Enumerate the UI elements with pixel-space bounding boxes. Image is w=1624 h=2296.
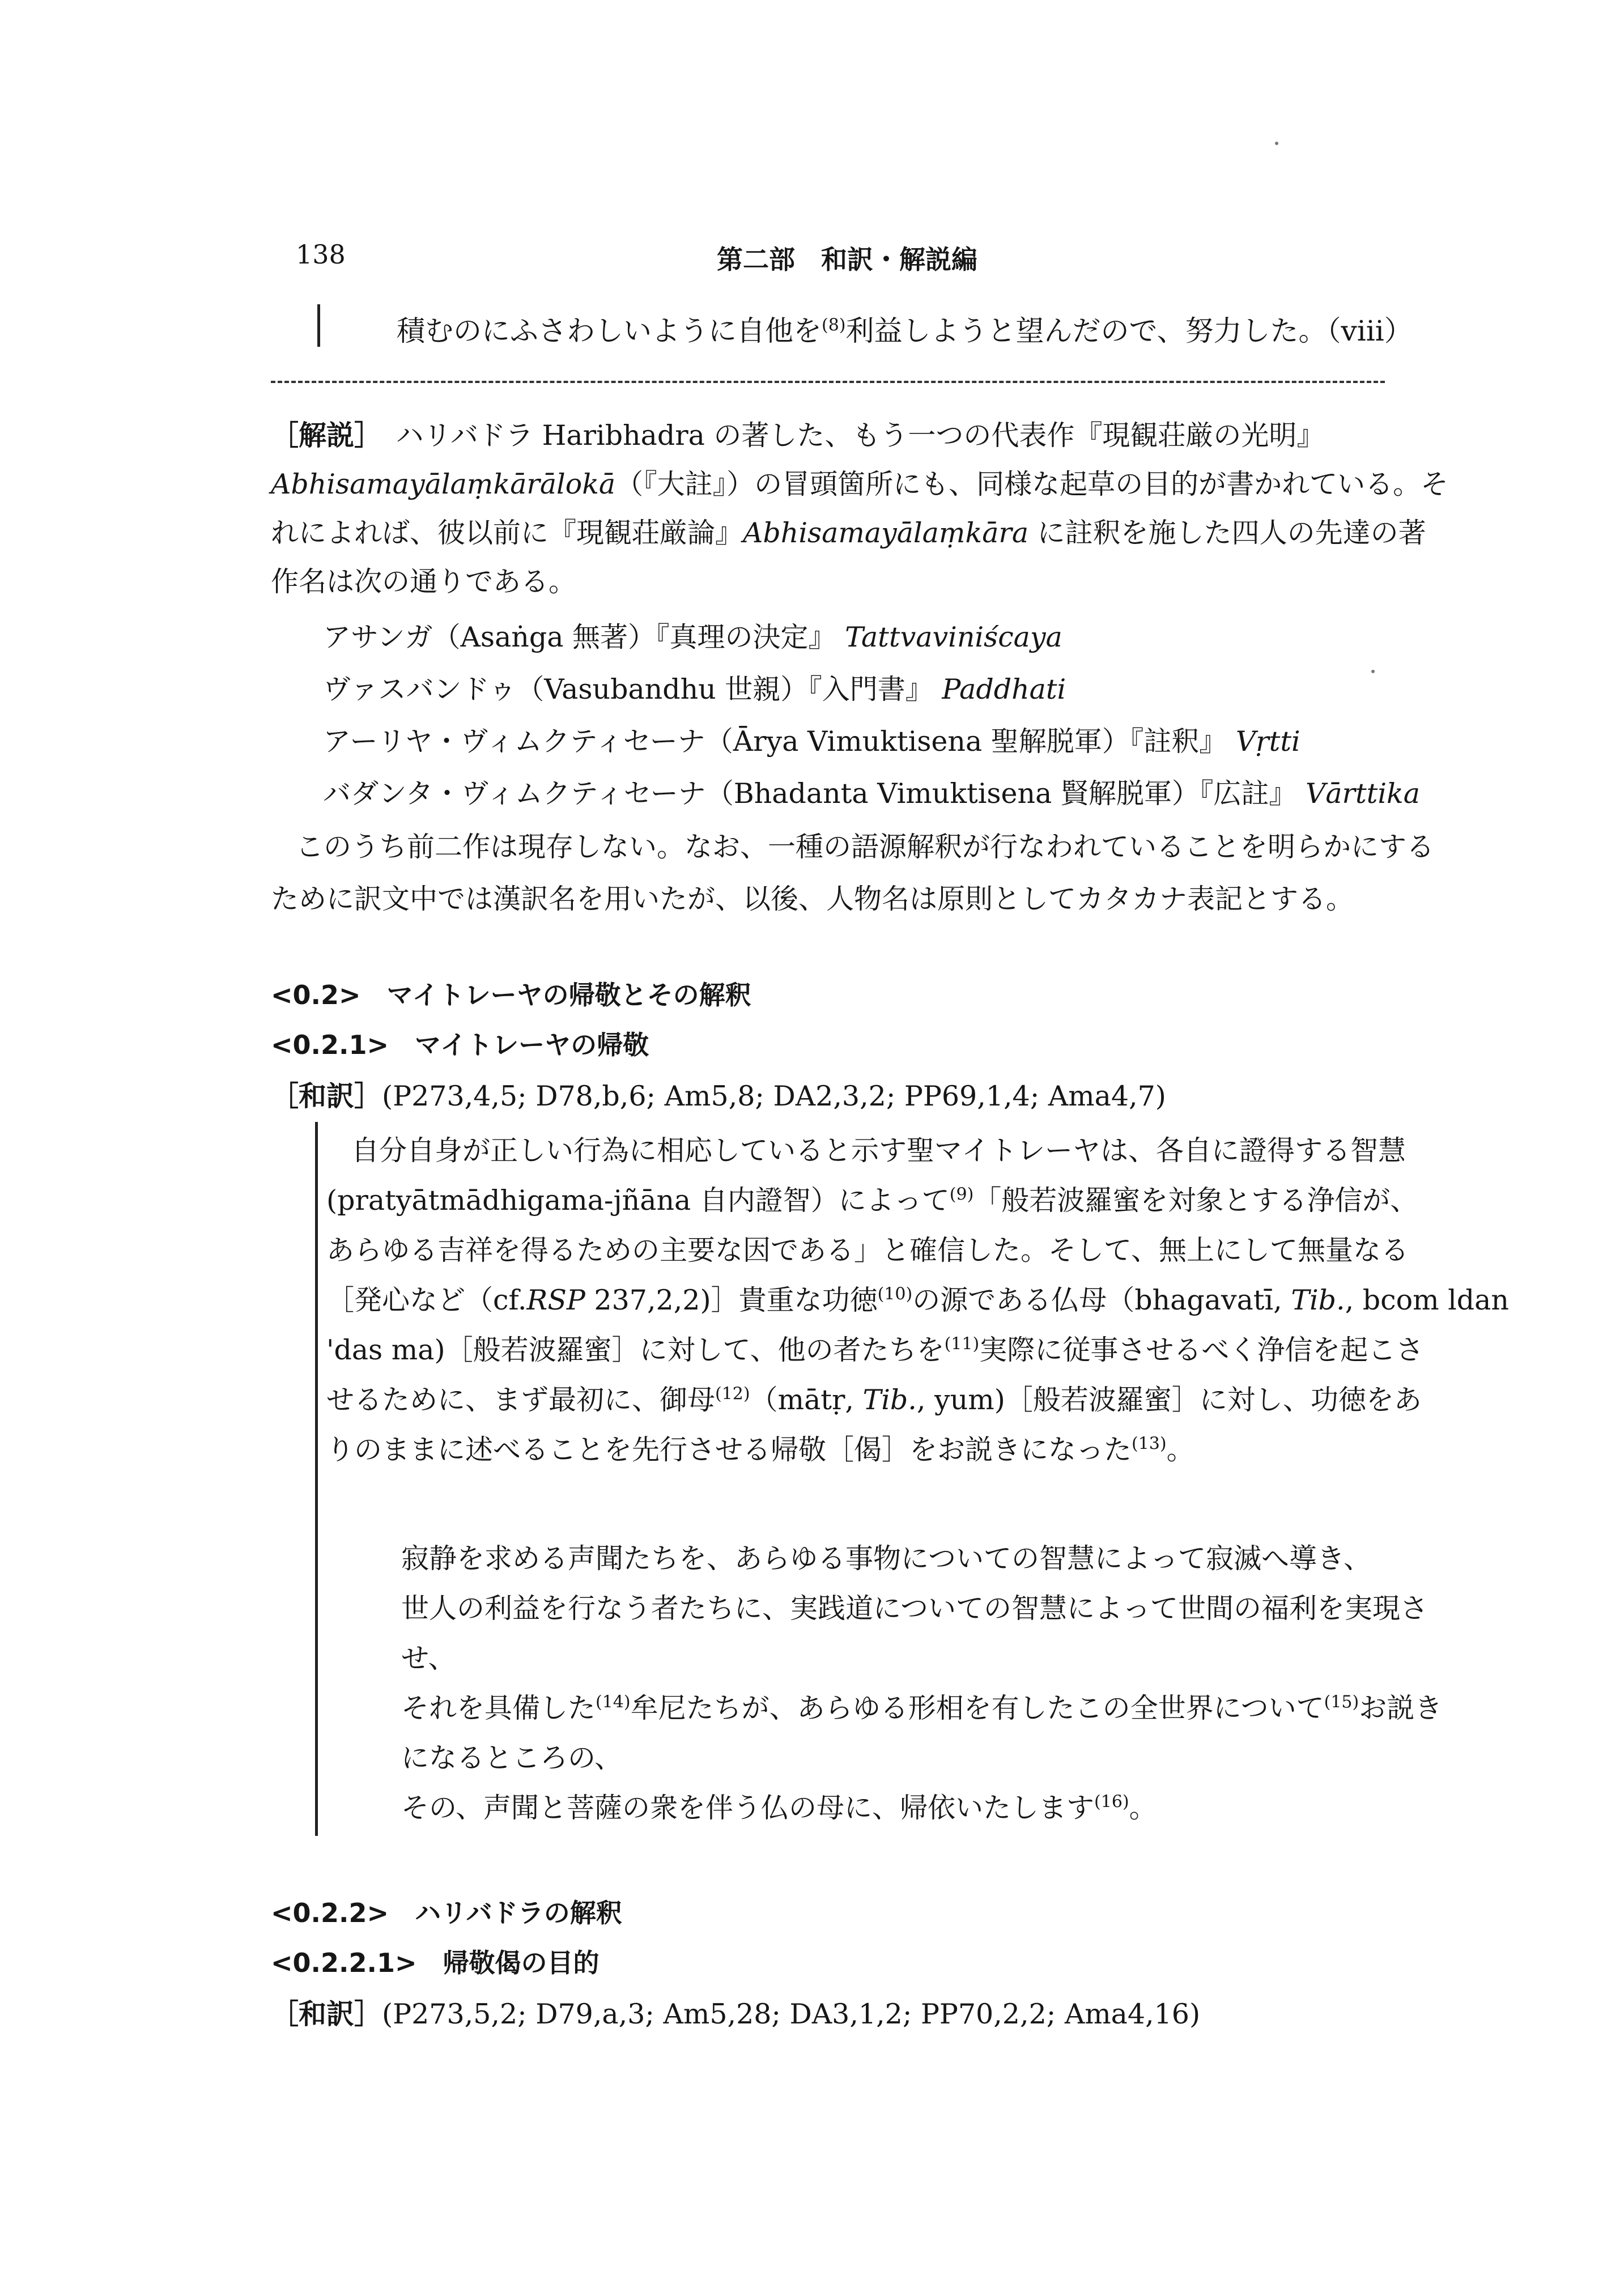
entry-bhadanta-vimuktisena: バダンタ・ヴィムクティセーナ（Bhadanta Vimuktisena 賢解脱軍）『広註』 Vārttika [323, 777, 1420, 810]
commentary-closing-2: ために訳文中では漢訳名を用いたが、以後、人物名は原則としてカタカナ表記とする。 [271, 883, 1354, 915]
page-number: 138 [296, 239, 346, 270]
verse-line-6: その、声聞と菩薩の衆を伴う仏の母に、帰依いたします$^{(16)}$。 [401, 1792, 1157, 1824]
running-head: 第二部 和訳・解説編 [717, 244, 977, 275]
scan-speck [1371, 670, 1375, 673]
translation-label-2: ［和訳］ [271, 1998, 382, 2030]
commentary-label: ［解説］ [271, 419, 368, 452]
translation-refs-1: ［和訳］(P273,4,5; D78,b,6; Am5,8; DA2,3,2; PP69,1,4; Ama4,7) [271, 1080, 1166, 1112]
commentary-closing-1: このうち前二作は現存しない。なお、一種の語源解釈が行なわれていることを明らかにする [296, 831, 1435, 863]
dashed-divider [271, 381, 1385, 383]
entry-asanga: アサンガ（Asaṅga 無著）『真理の決定』 Tattvaviniścaya [323, 621, 1062, 653]
translation-line-3: あらゆる吉祥を得るための主要な因である」と確信した。そして、無上にして無量なる [326, 1234, 1409, 1266]
entry-arya-vimuktisena: アーリヤ・ヴィムクティセーナ（Ārya Vimuktisena 聖解脱軍）『註釈』 Vṛtti [323, 725, 1300, 758]
section-heading-0-2-1: <0.2.1> マイトレーヤの帰敬 [271, 1030, 649, 1060]
translation-line-4: ［発心など（cf.RSP 237,2,2)］貴重な功徳$^{(10)}$の源である仏母（bhagavatī, Tib., bcom ldan [326, 1284, 1509, 1316]
continuation-bar [317, 304, 320, 347]
translation-refs-2: ［和訳］(P273,5,2; D79,a,3; Am5,28; DA3,1,2; PP70,2,2; Ama4,16) [271, 1998, 1201, 2030]
verse-line-4: それを具備した$^{(14)}$牟尼たちが、あらゆる形相を有したこの全世界について$^{(15)}$お説き [401, 1692, 1443, 1724]
translation-line-2: (pratyātmādhigama-jñāna 自内證智）によって$^{(9)}$「般若波羅蜜を対象とする浄信が、 [326, 1184, 1418, 1217]
continuation-text: 積むのにふさわしいように自他を$^{(8)}$利益しようと望んだので、努力した。（ⅷ） [397, 314, 1413, 347]
translation-line-5: 'das ma)［般若波羅蜜］に対して、他の者たちを$^{(11)}$実際に従事させるべく浄信を起こさ [326, 1334, 1424, 1366]
translation-line-7: りのままに述べることを先行させる帰敬［偈］をお説きになった$^{(13)}$。 [326, 1434, 1194, 1466]
translation-label: ［和訳］ [271, 1080, 382, 1112]
section-heading-0-2: <0.2> マイトレーヤの帰敬とその解釈 [271, 980, 751, 1010]
section-heading-0-2-2-1: <0.2.2.1> 帰敬偈の目的 [271, 1948, 600, 1978]
entry-vasubandhu: ヴァスバンドゥ（Vasubandhu 世親）『入門書』 Paddhati [323, 673, 1066, 705]
section-heading-0-2-2: <0.2.2> ハリバドラの解釈 [271, 1898, 622, 1928]
translation-line-1: 自分自身が正しい行為に相応していると示す聖マイトレーヤは、各自に證得する智慧 [351, 1134, 1406, 1167]
verse-line-3: せ、 [401, 1642, 456, 1674]
verse-line-5: になるところの、 [401, 1742, 623, 1774]
commentary-line-4: 作名は次の通りである。 [271, 566, 577, 598]
scan-speck [1275, 142, 1278, 145]
translation-bar [315, 1122, 318, 1836]
verse-line-1: 寂静を求める声聞たちを、あらゆる事物についての智慧によって寂滅へ導き、 [401, 1542, 1372, 1575]
commentary-line-3: れによれば、彼以前に『現観荘厳論』Abhisamayālaṃkāra に註釈を施した四人の先達の著 [271, 517, 1426, 549]
commentary-line-2: Abhisamayālaṃkārālokā（『大註』）の冒頭箇所にも、同様な起草の目的が書かれている。そ [271, 468, 1449, 500]
translation-line-6: せるために、まず最初に、御母$^{(12)}$（mātṛ, Tib., yum)［般若波羅蜜］に対し、功徳をあ [326, 1384, 1422, 1416]
verse-line-2: 世人の利益を行なう者たちに、実践道についての智慧によって世間の福利を実現さ [401, 1592, 1429, 1625]
commentary-line-1: ［解説］ ハリバドラ Haribhadra の著した、もう一つの代表作『現観荘厳の光明』 [271, 419, 1325, 452]
